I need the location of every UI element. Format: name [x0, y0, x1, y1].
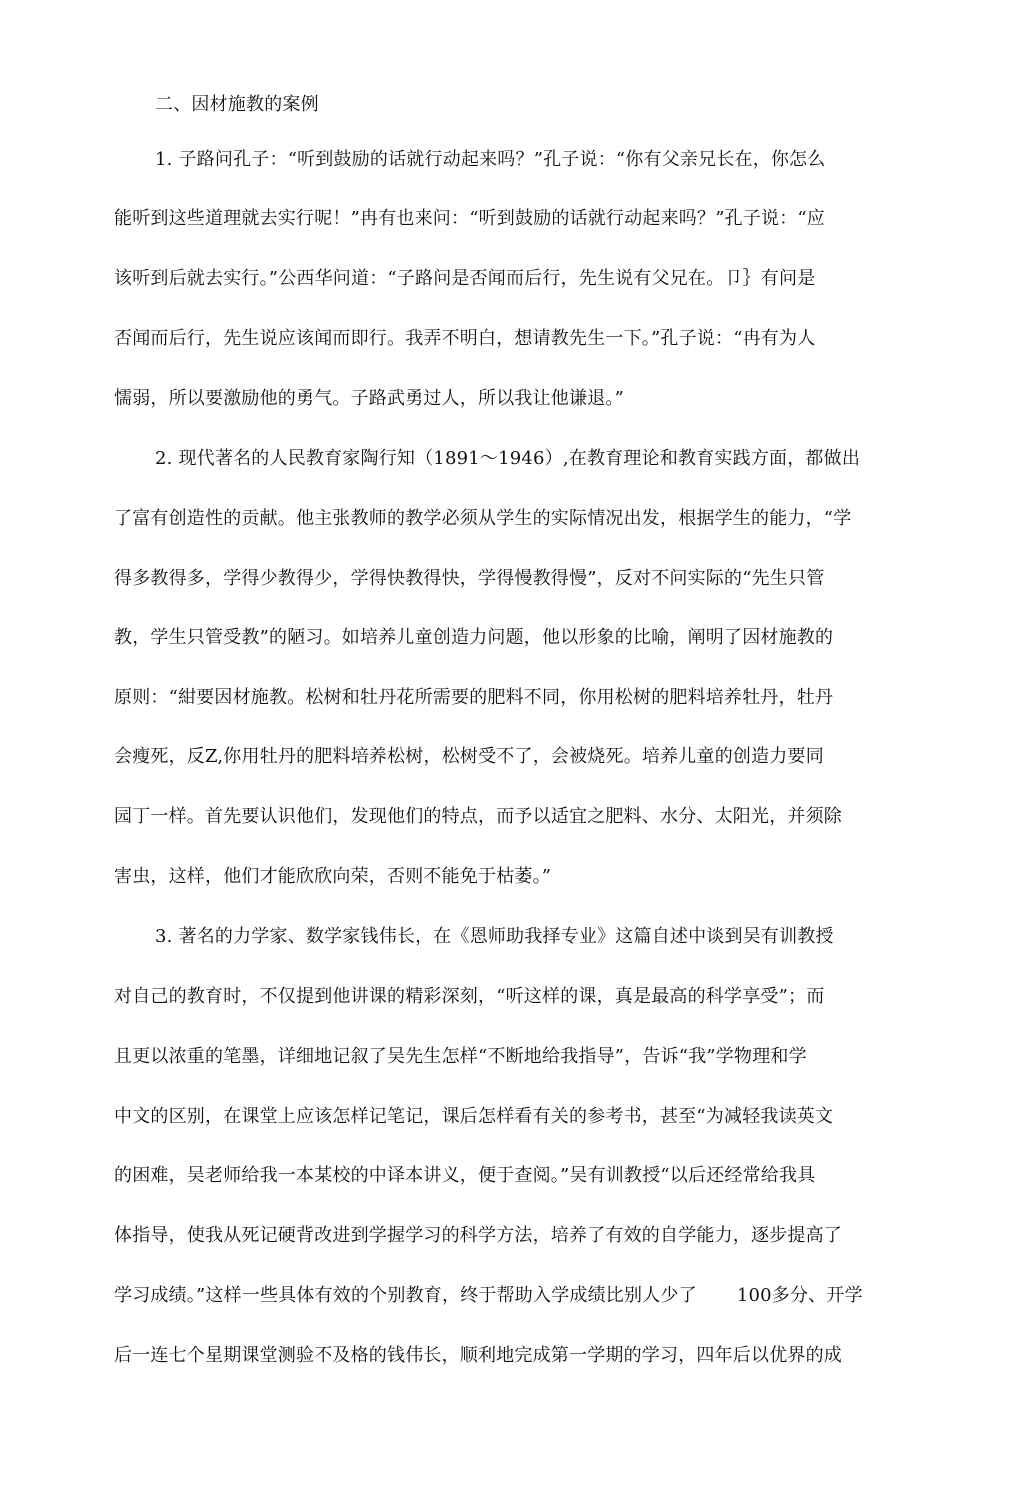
case3-line-4: 中文的区别，在课堂上应该怎样记笔记，课后怎样看有关的参考书，甚至“为减轻我读英文: [114, 1106, 834, 1127]
case3-line-7: [114, 1284, 863, 1308]
case3-line-3: 且更以浓重的笔墨，详细地记叙了吴先生怎样“不断地给我指导”，告诉“我”学物理和学: [114, 1046, 807, 1067]
case3-line-7-part-b: 100多分、开学: [736, 1285, 863, 1306]
case2-line-1: 2. 现代著名的人民教育家陶行知（1891～1946）,在教育理论和教育实践方面，都做出: [155, 448, 861, 469]
case1-line-5: 懦弱，所以要激励他的勇气。子路武勇过人，所以我让他谦退。”: [114, 388, 624, 409]
case2-line-8: 害虫，这样，他们才能欣欣向荣，否则不能免于枯萎。”: [114, 866, 552, 887]
case1-line-2: 能听到这些道理就去实行呢！”冉有也来问：“听到鼓励的话就行动起来吗？”孔子说：“应: [114, 208, 826, 229]
case2-line-3: 得多教得多，学得少教得少，学得快教得快，学得慢教得慢”，反对不问实际的“先生只管: [114, 568, 825, 589]
section-heading: 二、因材施教的案例: [155, 94, 319, 115]
case3-line-2: 对自己的教育时，不仅提到他讲课的精彩深刻，“听这样的课，真是最高的科学享受”；而: [114, 986, 825, 1007]
case3-line-7-part-a: 学习成绩。”这样一些具体有效的个别教育，终于帮助入学成绩比别人少了: [114, 1285, 697, 1306]
case3-line-5: 的困难，吴老师给我一本某校的中译本讲义，便于查阅。”吴有训教授“以后还经常给我具: [114, 1165, 816, 1186]
case1-line-4: 否闻而后行，先生说应该闻而即行。我弄不明白，想请教先生一下。”孔子说：“冉有为人: [114, 328, 816, 349]
case1-line-3: 该听到后就去实行。”公西华问道：“子路问是否闻而后行，先生说有父兄在。卩｝有问是: [114, 268, 816, 289]
case3-line-6: 体指导，使我从死记硬背改进到学握学习的科学方法，培养了有效的自学能力，逐步提高了: [114, 1225, 842, 1246]
case3-line-8: 后一连七个星期课堂测验不及格的钱伟长，顺利地完成第一学期的学习，四年后以优界的成: [114, 1345, 842, 1366]
case2-line-4: 教，学生只管受教”的陋习。如培养儿童创造力问题，他以形象的比喻，阐明了因材施教的: [114, 627, 834, 648]
case2-line-7: 园丁一样。首先要认识他们，发现他们的特点，而予以适宜之肥料、水分、太阳光，并须除: [114, 806, 842, 827]
case3-line-1: 3. 著名的力学家、数学家钱伟长，在《恩师助我择专业》这篇自述中谈到吴有训教授: [155, 926, 834, 947]
case1-line-1: 1. 子路问孔子：“听到鼓励的话就行动起来吗？”孔子说：“你有父亲兄长在，你怎么: [155, 149, 826, 170]
case2-line-5: 原则：“紺要因材施教。松树和牡丹花所需要的肥料不同，你用松树的肥料培养牡丹，牡丹: [114, 687, 834, 708]
case2-line-6: 会瘦死，反Z,你用牡丹的肥料培养松树，松树受不了，会被烧死。培养儿童的创造力要同: [114, 746, 824, 767]
case2-line-2: 了富有创造性的贡献。他主张教师的教学必须从学生的实际情况出发，根据学生的能力，“学: [114, 508, 852, 529]
